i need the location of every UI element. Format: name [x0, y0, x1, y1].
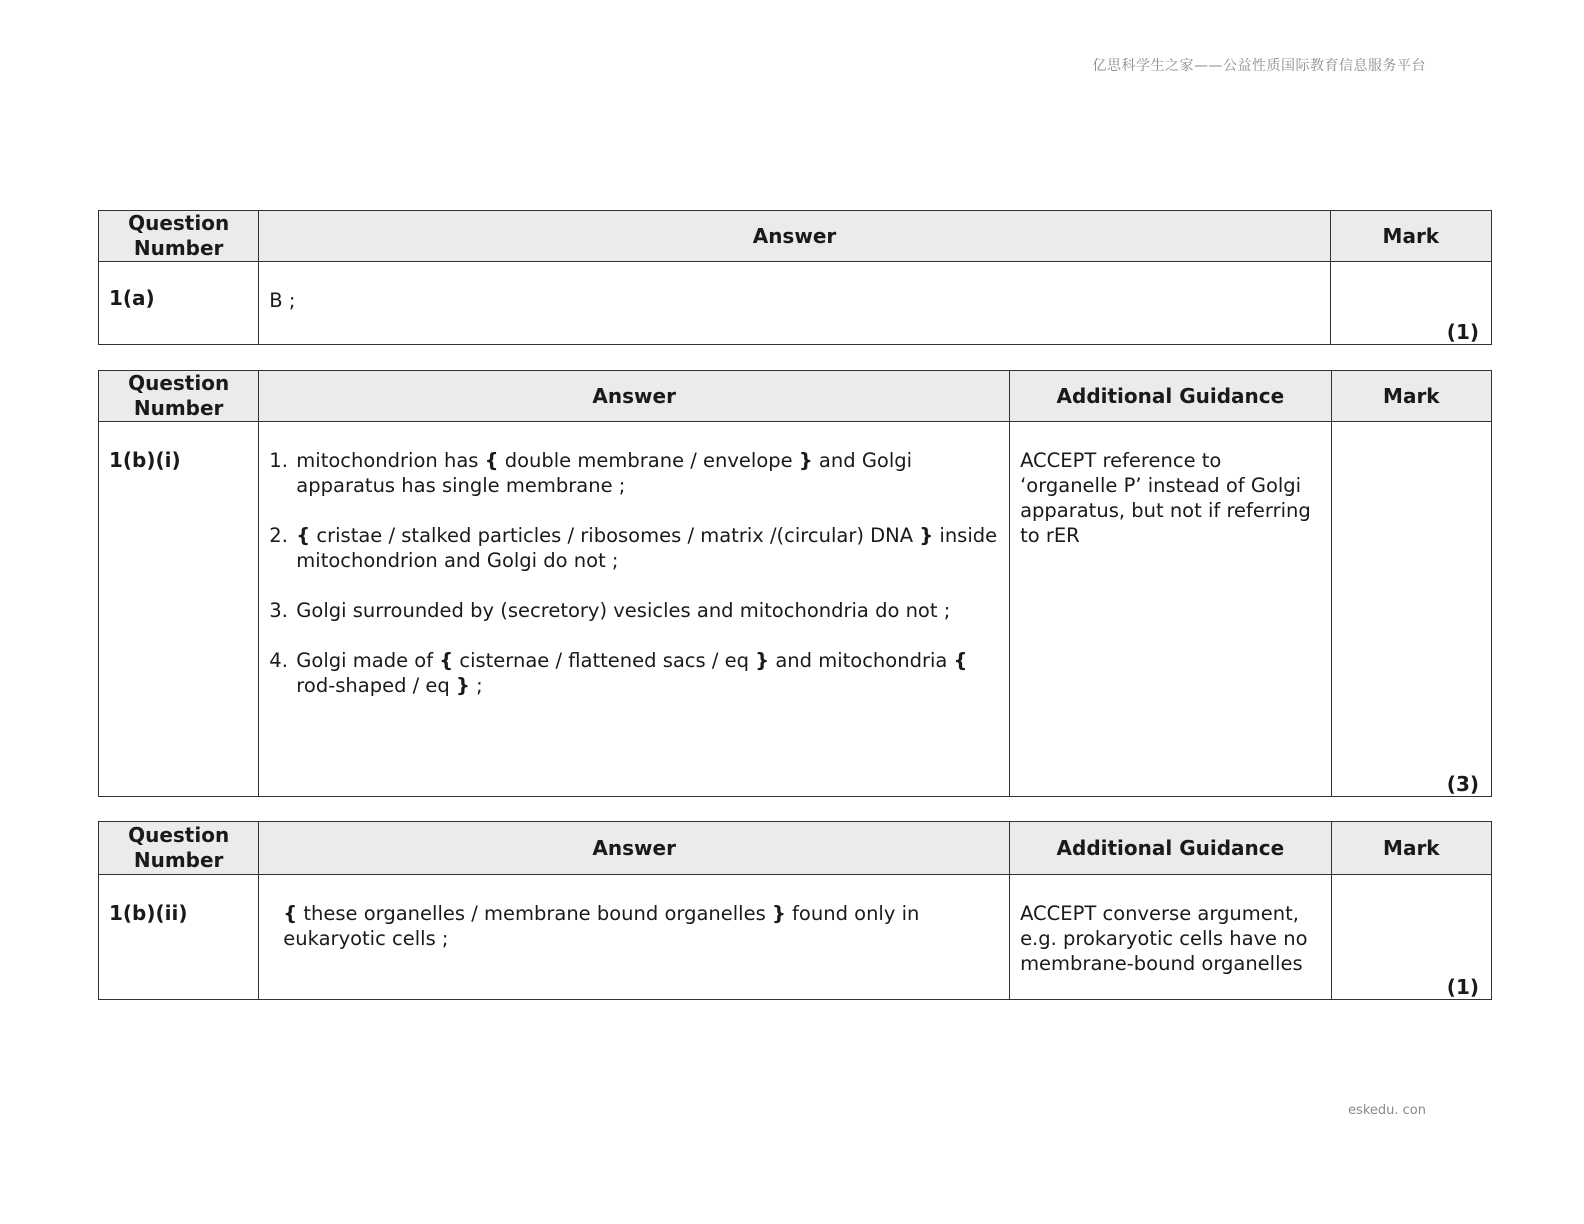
question-number: 1(b)(ii) — [99, 875, 259, 1000]
answer-point: 3. Golgi surrounded by (secretory) vesicles and mitochondria do not ; — [269, 599, 951, 622]
column-header-mark: Mark — [1330, 211, 1491, 262]
guidance-text: ACCEPT converse argument, e.g. prokaryotic cells have no membrane-bound organelles — [1010, 875, 1332, 1000]
site-header-text: 亿思科学生之家——公益性质国际教育信息服务平台 — [1092, 58, 1426, 74]
column-header-mark: Mark — [1331, 371, 1491, 422]
mark-cell — [1331, 422, 1491, 797]
column-header-additional-guidance: Additional Guidance — [1010, 371, 1332, 422]
question-number: 1(b)(i) — [99, 422, 259, 797]
answer-point: 2. { cristae / stalked particles / ribosomes / matrix /(circular) DNA } inside mitochondrion and Golgi do not ; — [269, 524, 998, 572]
guidance-text: ACCEPT reference to ‘organelle P’ instead of Golgi apparatus, but not if referring to rER — [1010, 422, 1332, 797]
answer-points-list — [269, 448, 999, 698]
mark-scheme-table-1a — [98, 210, 1492, 345]
column-header-question-number: Question Number — [99, 211, 259, 262]
column-header-question-number: Question Number — [99, 822, 259, 875]
answer-point: 4. Golgi made of { cisternae / flattened sacs / eq } and mitochondria { rod-shaped / eq } ; — [269, 649, 968, 697]
column-header-question-number: Question Number — [99, 371, 259, 422]
mark-value: (1) — [1446, 975, 1479, 999]
mark-scheme-table-1bii — [98, 821, 1492, 1000]
mark-cell — [1331, 875, 1491, 1000]
column-header-answer: Answer — [259, 371, 1010, 422]
column-header-answer: Answer — [259, 822, 1010, 875]
question-number: 1(a) — [99, 262, 259, 345]
column-header-answer: Answer — [259, 211, 1330, 262]
answer-point: 1. mitochondrion has { double membrane / envelope } and Golgi apparatus has single membrane ; — [269, 449, 913, 497]
mark-value: (3) — [1446, 772, 1479, 796]
answer-text: { these organelles / membrane bound organelles } found only in eukaryotic cells ; — [259, 875, 1010, 1000]
mark-scheme-table-1bi — [98, 370, 1492, 797]
answer-cell — [259, 422, 1010, 797]
mark-cell — [1330, 262, 1491, 345]
column-header-additional-guidance: Additional Guidance — [1010, 822, 1332, 875]
site-footer-text: eskedu. con — [1348, 1103, 1426, 1118]
column-header-mark: Mark — [1331, 822, 1491, 875]
mark-value: (1) — [1446, 320, 1479, 344]
answer-text: B ; — [259, 262, 1330, 345]
